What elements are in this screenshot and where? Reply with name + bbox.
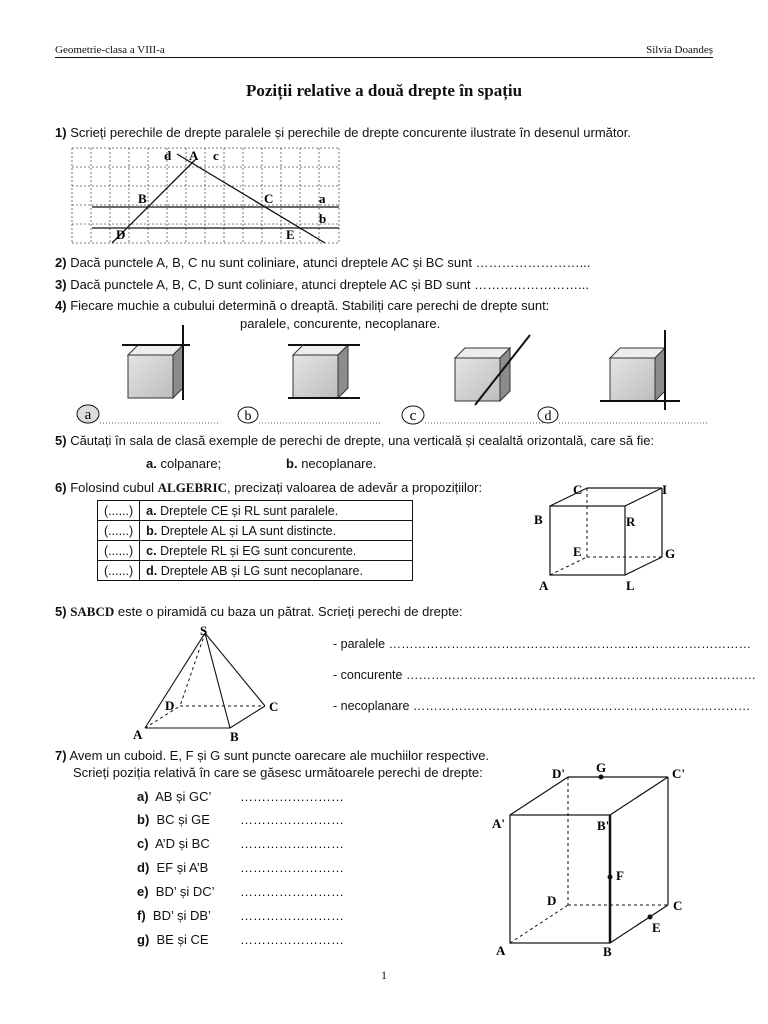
header-right: Silvia Doandeș [646,44,713,56]
q1-grid-figure [72,148,342,248]
point-G [599,775,604,780]
q1-label-E: E [286,227,295,242]
cuboid-label-F: F [616,868,624,883]
option-d: d [544,409,552,424]
q7-cuboid-figure [490,760,700,965]
cuboid-label-A: A [496,943,506,958]
q7-item-f: f) BD’ și DB’ …………………… [137,908,344,923]
q5b-pyramid-figure [130,623,280,743]
table-row: (......) a. Dreptele CE și RL sunt paralele. [98,501,413,521]
table-row: (......) c. Dreptele RL și EG sunt concurente. [98,541,413,561]
cube-label-A: A [539,578,549,593]
page-title: Poziții relative a două drepte în spațiu [245,81,523,100]
option-c: c [409,408,417,424]
q5b-item-necoplanare: - necoplanare ……………………………………………………………………… [333,699,751,713]
cube-c [455,335,530,405]
q1-label-b: b [319,211,327,226]
pyramid-label-A: A [133,727,143,742]
pyramid-label-B: B [230,729,239,744]
question-3: 3) Dacă punctele A, B, C, D sunt coliniare, atunci dreptele AC și BD sunt ……………………... [55,277,589,292]
page-number: 1 [381,968,387,982]
q4-options [75,403,715,427]
cube-b [288,345,360,398]
question-2: 2) Dacă punctele A, B, C nu sunt coliniare, atunci dreptele AC și BC sunt ……………………... [55,255,591,270]
question-4: 4) Fiecare muchie a cubului determină o dreaptă. Stabiliți care perechi de drepte sunt: [55,298,550,313]
cuboid-label-B: B [603,944,612,959]
cuboid-label-A1: A' [492,816,505,831]
cuboid-label-D: D [547,893,557,908]
q1-label-a: a [319,191,326,206]
table-row: (......) b. Dreptele AL și LA sunt distincte. [98,521,413,541]
answer-blank[interactable]: (......) [98,521,140,541]
cube-d [600,330,680,410]
q1-label-B: B [138,191,147,206]
q7-item-d: d) EF și A’B …………………… [137,860,344,875]
cube-a [122,325,190,400]
q5b-item-concurente: - concurente ………………………………………………………………………… [333,668,756,682]
answer-blank[interactable]: (......) [98,501,140,521]
header-left: Geometrie-clasa a VIII-a [55,44,165,56]
cuboid-label-C: C [673,898,683,913]
q1-label-C: C [264,191,274,206]
question-5a: 5) Căutați în sala de clasă exemple de perechi de drepte, una verticală și cealaltă orizontală, care să fie: [55,433,655,448]
option-b: b [244,409,252,424]
q5a-option-b: b. necoplanare. [286,456,377,471]
option-a: a [84,407,92,423]
q5b-item-paralele: - paralele …………………………………………………………………………… [333,637,752,651]
cube-label-B: B [534,512,543,527]
question-6: 6) Folosind cubul ALGEBRIC, precizați valoarea de adevăr a propozițiilor: [55,480,483,495]
cube-label-G: G [665,546,676,561]
q7-item-c: c) A’D și BC …………………… [137,836,344,851]
q1-label-d: d [164,148,172,163]
cube-label-E: E [573,544,582,559]
cube-label-C: C [573,482,583,497]
question-5b: 5) SABCD este o piramidă cu baza un pătrat. Scrieți perechi de drepte: [55,604,463,619]
cuboid-label-E: E [652,920,661,935]
q7-item-b: b) BC și GE …………………… [137,812,344,827]
cuboid-label-C1: C' [672,766,685,781]
question-4-subtitle: paralele, concurente, necoplanare. [240,316,441,331]
q1-label-A: A [189,148,199,163]
header-divider [55,57,713,58]
q5a-option-a: a. colpanare; [146,456,222,471]
q1-label-c: c [213,148,219,163]
pyramid-label-C: C [269,699,279,714]
q1-label-D: D [116,227,126,242]
table-row: (......) d. Dreptele AB și LG sunt necoplanare. [98,561,413,581]
q7-item-e: e) BD’ și DC’ …………………… [137,884,344,899]
point-F [608,875,613,880]
q7-item-a: a) AB și GC’ …………………… [137,789,344,804]
question-7-line2: Scrieți poziția relativă în care se găsesc următoarele perechi de drepte: [73,765,483,780]
q6-cube-figure [530,480,690,595]
answer-blank[interactable]: (......) [98,561,140,581]
cuboid-label-D1: D' [552,766,565,781]
answer-blank[interactable]: (......) [98,541,140,561]
question-7: 7) Avem un cuboid. E, F și G sunt puncte oarecare ale muchiilor respective. [55,748,490,763]
pyramid-label-S: S [200,623,208,638]
cube-label-L: L [626,578,635,593]
point-E [648,915,653,920]
question-1: 1) Scrieți perechile de drepte paralele și perechile de drepte concurente ilustrate în desenul următor. [55,125,631,140]
q6-truth-table [97,500,413,581]
cuboid-label-G: G [596,760,607,775]
q7-item-g: g) BE și CE …………………… [137,932,344,947]
cube-label-I: I [662,482,668,497]
cube-label-R: R [626,514,636,529]
cuboid-label-B1: B' [597,818,610,833]
pyramid-label-D: D [165,698,175,713]
